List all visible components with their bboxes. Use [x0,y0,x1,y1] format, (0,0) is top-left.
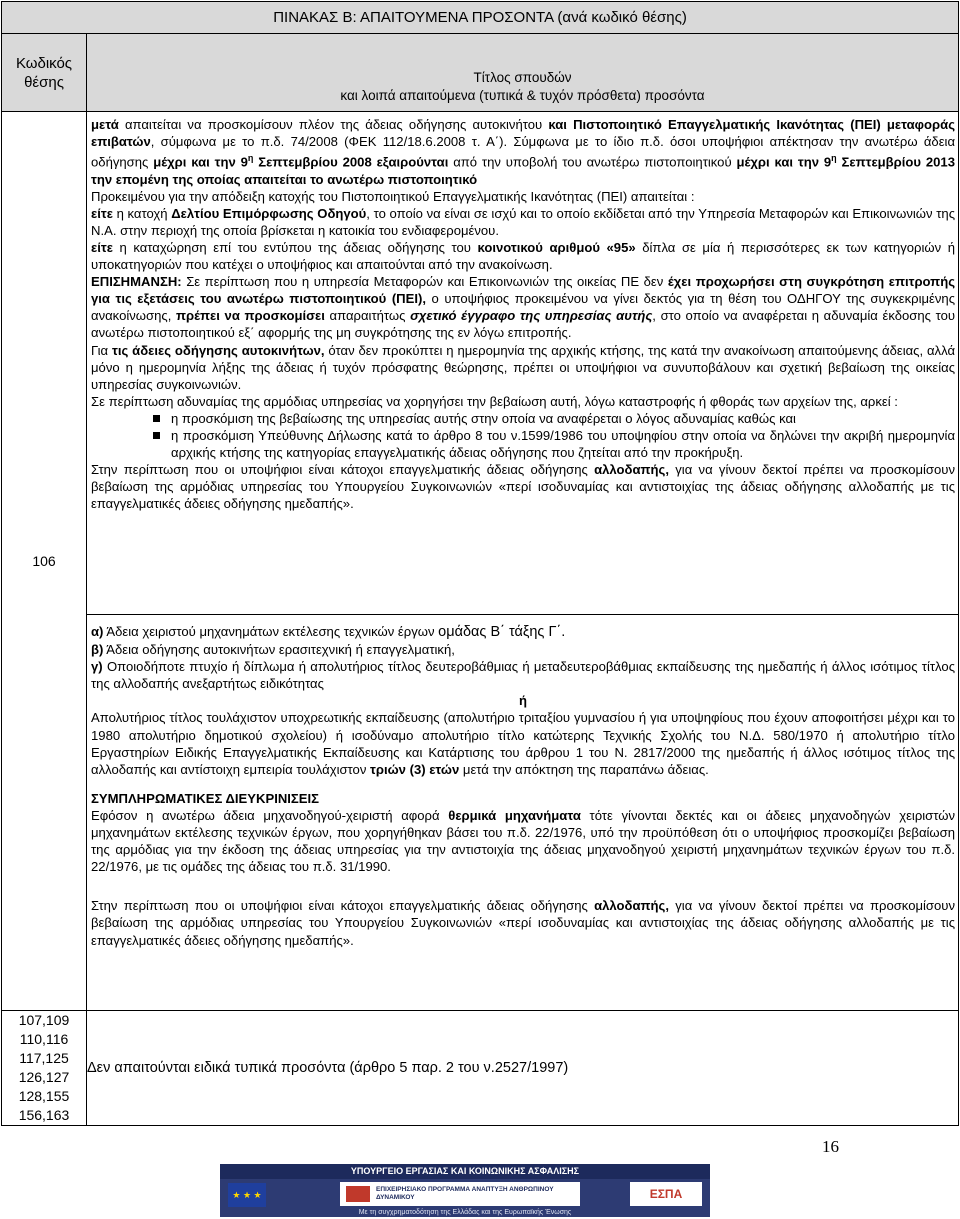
eu-flag-icon: ★ ★ ★ [228,1183,266,1207]
row3-code: 126,127 [18,1069,70,1085]
row2-or: ή [519,693,527,709]
espa-logo [630,1182,702,1206]
row3-code: 110,116 [19,1031,69,1047]
footer-espa: ΕΣΠΑ [649,1187,683,1201]
programme-logo [340,1182,580,1206]
row1-paragraph-6: Για τις άδειες οδήγησης αυτοκινήτων, όταν δεν προκύπτει η ημερομηνία της αρχικής κτήσης, της κατά την ανακοίνωση απαιτούμενης άδειας, αλλά μόνο η ημερομηνία λήξης της άδειας ή τυχόν πρόσφατης θεώρησης, πρέπει οι υποψήφιοι να συνυποβάλουν και σχετική βεβαίωση της οικείας υπηρεσίας συγκοινωνιών. [91,342,956,392]
header-code-line1: Κωδικός [15,54,73,72]
row2-item-b: β) Άδεια οδήγησης αυτοκινήτων ερασιτεχνική ή επαγγελματική, [91,642,455,658]
square-bullet-icon [153,432,160,439]
header-title-line2: και λοιπά απαιτούμενα (τυπικά & τυχόν πρόσθετα) προσόντα [340,88,705,103]
footer-ministry: ΥΠΟΥΡΓΕΙΟ ΕΡΓΑΣΙΑΣ ΚΑΙ ΚΟΙΝΩΝΙΚΗΣ ΑΣΦΑΛΙΣΗΣ [220,1164,710,1179]
header-code-line2: θέσης [24,73,64,91]
row3-code: 156,163 [18,1107,70,1123]
row2-content [87,615,959,1011]
row2-clarification-2: Στην περίπτωση που οι υποψήφιοι είναι κάτοχοι επαγγελματικής άδειας οδήγησης αλλοδαπής, για να γίνουν δεκτοί πρέπει να προσκομίσουν βεβαίωση της αρμόδιας υπηρεσίας του Υπουργείου Συγκοινωνιών «περί ισοδυναμίας και αντιστοιχίας της άδειας οδήγησης αλλοδαπής με τις επαγγελματικές άδειες οδήγησης ημεδαπής». [91,898,956,948]
row1-paragraph-5: ΕΠΙΣΗΜΑΝΣΗ: Σε περίπτωση που η υπηρεσία Μεταφορών και Επικοινωνιών της οικείας ΠΕ δεν έχει προχωρήσει στη συγκρότηση επιτροπής για τις εξετάσεις του ανωτέρω πιστοποιητικού (ΠΕΙ), ο υποψήφιος προκειμένου να γίνει δεκτός για τη θέση του ΟΔΗΓΟΥ της συγκεκριμένης ανακοίνωσης, πρέπει να προσκομίσει απαραιτήτως σχετικό έγγραφο της υπηρεσίας αυτής, στο οποίο να αναφέρεται η αδυναμία έκδοσης του ανωτέρω πιστοποιητικού εξ΄ αφορμής της μη συγκρότησης της εν λόγω επιτροπής. [91,274,956,341]
footer-cofunding: Με τη συγχρηματοδότηση της Ελλάδας και της Ευρωπαϊκής Ένωσης [358,1209,572,1216]
row2-code: 106 [32,552,56,569]
row1-code-cell [2,112,87,1011]
header-title-cell [87,34,959,112]
row3-code: 128,155 [18,1088,70,1104]
row1-bullet-list [91,410,955,461]
table-title: ΠΙΝΑΚΑΣ Β: ΑΠΑΙΤΟΥΜΕΝΑ ΠΡΟΣΟΝΤΑ (ανά κωδικό θέσης) [2,2,959,34]
row3-code-cell [2,1011,87,1126]
row2-item-d: Απολυτήριος τίτλος τουλάχιστον υποχρεωτικής εκπαίδευσης (απολυτήριο τριταξίου γυμνασίου ή για υποψηφίους που έχουν αποφοιτήσει μέχρι και το 1980 απολυτήριο δημοτικού σχολείου) ή ισοδύναμο απολυτήριο τίτλο κατώτερης Τεχνικής Σχολής του Ν.Δ. 580/1970 ή απολυτήριο τίτλο Εργαστηρίων Ειδικής Επαγγελματικής Εκπαίδευσης και Κατάρτισης του άρθρου 1 του Ν. 2817/2000 της ημεδαπής ή άλλος ισότιμος τίτλος της αλλοδαπής και αντίστοιχη εμπειρία τουλάχιστον τριών (3) ετών μετά την απόκτηση της παραπάνω άδειας. [91,710,956,777]
row1-paragraph-3: είτε η κατοχή Δελτίου Επιμόρφωσης Οδηγού, το οποίο να είναι σε ισχύ και το οποίο εκδίδεται από την Υπηρεσία Μεταφορών και Επικοινωνιών της Ν.Α. στην περιοχή της οποία βρίσκεται η κατοικία του ενδιαφερομένου. [91,205,956,238]
header-title-line1: Τίτλος σπουδών [473,70,572,85]
programme-mark-icon [346,1186,370,1202]
row2-heading: ΣΥΜΠΛΗΡΩΜΑΤΙΚΕΣ ΔΙΕΥΚΡΙΝΙΣΕΙΣ [91,790,320,806]
row2-item-a: α) Άδεια χειριστού μηχανημάτων εκτέλεσης τεχνικών έργων ομάδας Β΄ τάξης Γ΄. [91,624,566,640]
header-code-cell [2,34,87,112]
row1-paragraph-1: μετά απαιτείται να προσκομίσουν πλέον της άδειας οδήγησης αυτοκινήτου και Πιστοποιητικό Επαγγελματικής Ικανότητας (ΠΕΙ) μεταφοράς επιβατών, σύμφωνα με το π.δ. 74/2008 (ΦΕΚ 112/18.6.2008 τ. Α΄). Σύμφωνα με το ίδιο π.δ. όσοι υποψήφιοι απέκτησαν την ανωτέρω άδεια οδήγησης μέχρι και την $9^\eta$ Σεπτεμβρίου 2008 εξαιρούνται από την υποβολή του ανωτέρω πιστοποιητικού μέχρι και την $9^\eta$ Σεπτεμβρίου 2013 την επομένη της οποίας απαιτείται το ανωτέρω πιστοποιητικό [91,117,956,187]
row1-paragraph-2: Προκειμένου για την απόδειξη κατοχής του Πιστοποιητικού Επαγγελματικής Ικανότητας (ΠΕΙ) απαιτείται : [91,188,695,204]
footer-banner [220,1164,710,1217]
footer-programme: ΕΠΙΧΕΙΡΗΣΙΑΚΟ ΠΡΟΓΡΑΜΜΑ ΑΝΑΠΤΥΞΗ ΑΝΘΡΩΠΙΝΟΥ ΔΥΝΑΜΙΚΟΥ [376,1186,554,1201]
row3-code: 107,109 [18,1012,70,1028]
row2-clarification-1: Εφόσον η ανωτέρω άδεια μηχανοδηγού-χειριστή αφορά θερμικά μηχανήματα τότε γίνονται δεκτές και οι άδειες μηχανοδηγών χειριστών μηχανημάτων εκτέλεσης τεχνικών έργων, που χορηγήθηκαν βάσει του π.δ. 22/1976, υπό την προϋπόθεση ότι ο υποψήφιος προσκομίζει βεβαίωση της αρμόδιας για την έκδοση της άδειας υπηρεσίας για την αντιστοιχία της άδειας μηχανοδηγού χειριστή μηχανημάτων τεχνικών έργων του π.δ. 22/1976, με τις ομάδες της άδειας του π.δ. 31/1990. [91,807,956,875]
row3-content: Δεν απαιτούνται ειδικά τυπικά προσόντα (άρθρο 5 παρ. 2 του ν.2527/1997) [87,1011,959,1126]
row1-paragraph-8: Στην περίπτωση που οι υποψήφιοι είναι κάτοχοι επαγγελματικής άδειας οδήγησης αλλοδαπής, για να γίνουν δεκτοί πρέπει να προσκομίσουν βεβαίωση της αρμόδιας υπηρεσίας του Υπουργείου Συγκοινωνιών «περί ισοδυναμίας και αντιστοιχίας της άδειας οδήγησης αλλοδαπής με τις επαγγελματικές άδειες οδήγησης ημεδαπής». [91,462,956,512]
row2-item-c: γ) Οποιοδήποτε πτυχίο ή δίπλωμα ή απολυτήριος τίτλος δευτεροβάθμιας ή μεταδευτεροβάθμιας εκπαίδευσης της ημεδαπής ή άλλος ισότιμος τίτλος της αλλοδαπής ανεξαρτήτως ειδικότητας [91,659,956,692]
square-bullet-icon [153,415,160,422]
row1-content [87,112,959,615]
requirements-table [1,1,959,1126]
list-item: η προσκόμιση της βεβαίωσης της υπηρεσίας αυτής στην οποία να αναφέρεται ο λόγος αδυναμίας καθώς και [91,410,955,427]
list-item: η προσκόμιση Υπεύθυνης Δήλωσης κατά το άρθρο 8 του ν.1599/1986 του υποψηφίου στην οποία να δηλώνει την ακριβή ημερομηνία αρχικής κτήσης της κατηγορίας επαγγελματικής άδειας οδήγησης που ζητείται από την προκήρυξη. [91,427,955,461]
row1-paragraph-4: είτε η καταχώρηση επί του εντύπου της άδειας οδήγησης του κοινοτικού αριθμού «95» δίπλα σε μία ή περισσότερες εκ των κατηγοριών ή υποκατηγοριών που κατέχει ο υποψήφιος και απαιτούνται από την ανακοίνωση. [91,240,956,273]
page-number: 16 [822,1137,839,1156]
row3-code: 117,125 [19,1050,69,1066]
row1-paragraph-7: Σε περίπτωση αδυναμίας της αρμόδιας υπηρεσίας να χορηγήσει την βεβαίωση αυτή, λόγω καταστροφής ή φθοράς των αρχείων της, αρκεί : [91,393,898,409]
